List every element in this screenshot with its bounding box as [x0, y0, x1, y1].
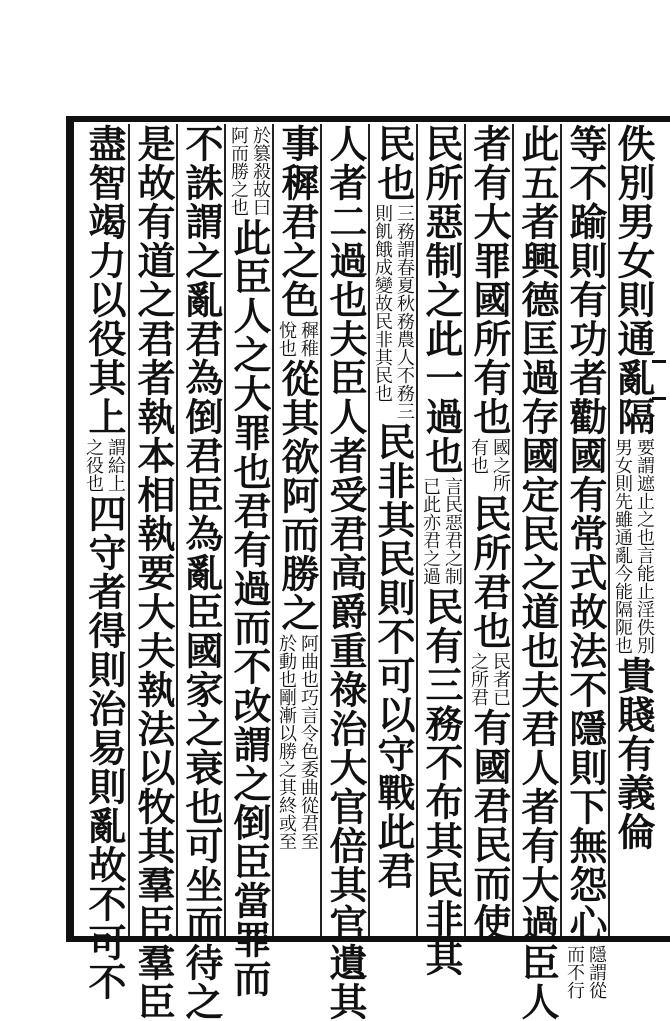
commentary-note: [420, 477, 462, 585]
text-columns: [76, 124, 656, 1021]
commentary-line: 則飢餓成變故民非其民也: [372, 204, 393, 402]
main-text: 貴賤有義倫: [611, 656, 656, 851]
main-text: 是故有道之君者執本相執要大夫執法以牧其羣臣羣臣: [131, 124, 176, 1021]
commentary-line: 於動也剛漸以勝之其終或至: [276, 634, 297, 850]
commentary-note: [83, 438, 125, 492]
commentary-line: 阿曲也巧言令色委曲從君至: [298, 634, 319, 850]
text-column: [368, 124, 416, 936]
main-text: 民所惡制之此一過也: [419, 124, 464, 475]
commentary-note: [564, 945, 606, 999]
main-text: 事穉君之色: [275, 124, 320, 319]
main-text: 盡智竭力以役其上: [82, 124, 127, 436]
commentary-note: [228, 126, 270, 216]
commentary-note: [468, 438, 510, 492]
main-text: 等不踰則有功者勸國有常式故法不隱則下無怨心: [563, 124, 608, 943]
main-text: 此五者興德匡過存國定民之道也夫君人者有大過臣人: [515, 124, 560, 1021]
text-column: [272, 124, 320, 936]
commentary-note: [612, 438, 654, 654]
text-column: [512, 124, 560, 1021]
commentary-line: 悅也: [276, 321, 297, 357]
commentary-note: [276, 634, 318, 850]
commentary-line: 三務謂春夏秋務農人不務三: [394, 204, 415, 420]
main-text: 者有大罪國所有也: [467, 124, 512, 436]
commentary-line: 謂給上: [105, 438, 126, 492]
main-text: 民非其民則不可以守戰此君: [371, 422, 416, 890]
main-text: 不誅謂之亂君為倒君臣為亂臣國家之衰也可坐而待之: [179, 124, 224, 1021]
text-column: [80, 124, 128, 1001]
text-column: [560, 124, 608, 999]
main-text: 民也: [371, 124, 416, 202]
main-text: 民有三務不布其民非其: [419, 587, 464, 977]
main-text: 從其欲阿而勝之: [275, 359, 320, 632]
commentary-note: [372, 204, 414, 420]
text-column: [464, 124, 512, 942]
commentary-line: 穉稚: [298, 321, 319, 357]
commentary-line: 有也: [468, 438, 489, 474]
main-text: 民所君也: [467, 494, 512, 650]
commentary-line: 而不行: [564, 945, 585, 999]
main-text: 人者二過也夫臣人者受君高爵重祿治大官倍其官遺其: [323, 124, 368, 1021]
main-text: 四守者得則治易則亂故不可不: [82, 494, 127, 1001]
commentary-line: 隱謂從: [586, 945, 607, 999]
commentary-line: 男女則先雖通亂今能隔阨也: [612, 438, 633, 654]
commentary-line: 之役也: [83, 438, 104, 492]
commentary-note: [468, 652, 510, 706]
commentary-line: 言民惡君之制: [442, 477, 463, 585]
commentary-line: 於篡殺故曰: [250, 126, 271, 216]
text-column: [128, 124, 176, 1021]
commentary-line: 已此亦君之過: [420, 477, 441, 585]
text-column: [176, 124, 224, 1021]
commentary-line: 國之所: [490, 438, 511, 492]
text-column: [224, 124, 272, 998]
commentary-line: 要謂遮止之也言能止淫佚別: [634, 438, 655, 654]
main-text: 此臣人之大罪也君有過而不改謂之倒臣當罪而: [227, 218, 272, 998]
commentary-note: [276, 321, 318, 357]
text-column: [416, 124, 464, 977]
main-text: 有國君民而使: [467, 708, 512, 942]
commentary-line: 阿而勝之也: [228, 126, 249, 216]
text-column: [320, 124, 368, 1021]
main-text: 佚別男女則通亂隔: [611, 124, 656, 436]
commentary-line: 之所君: [468, 652, 489, 706]
text-column: [608, 124, 656, 936]
commentary-line: 民者已: [490, 652, 511, 706]
